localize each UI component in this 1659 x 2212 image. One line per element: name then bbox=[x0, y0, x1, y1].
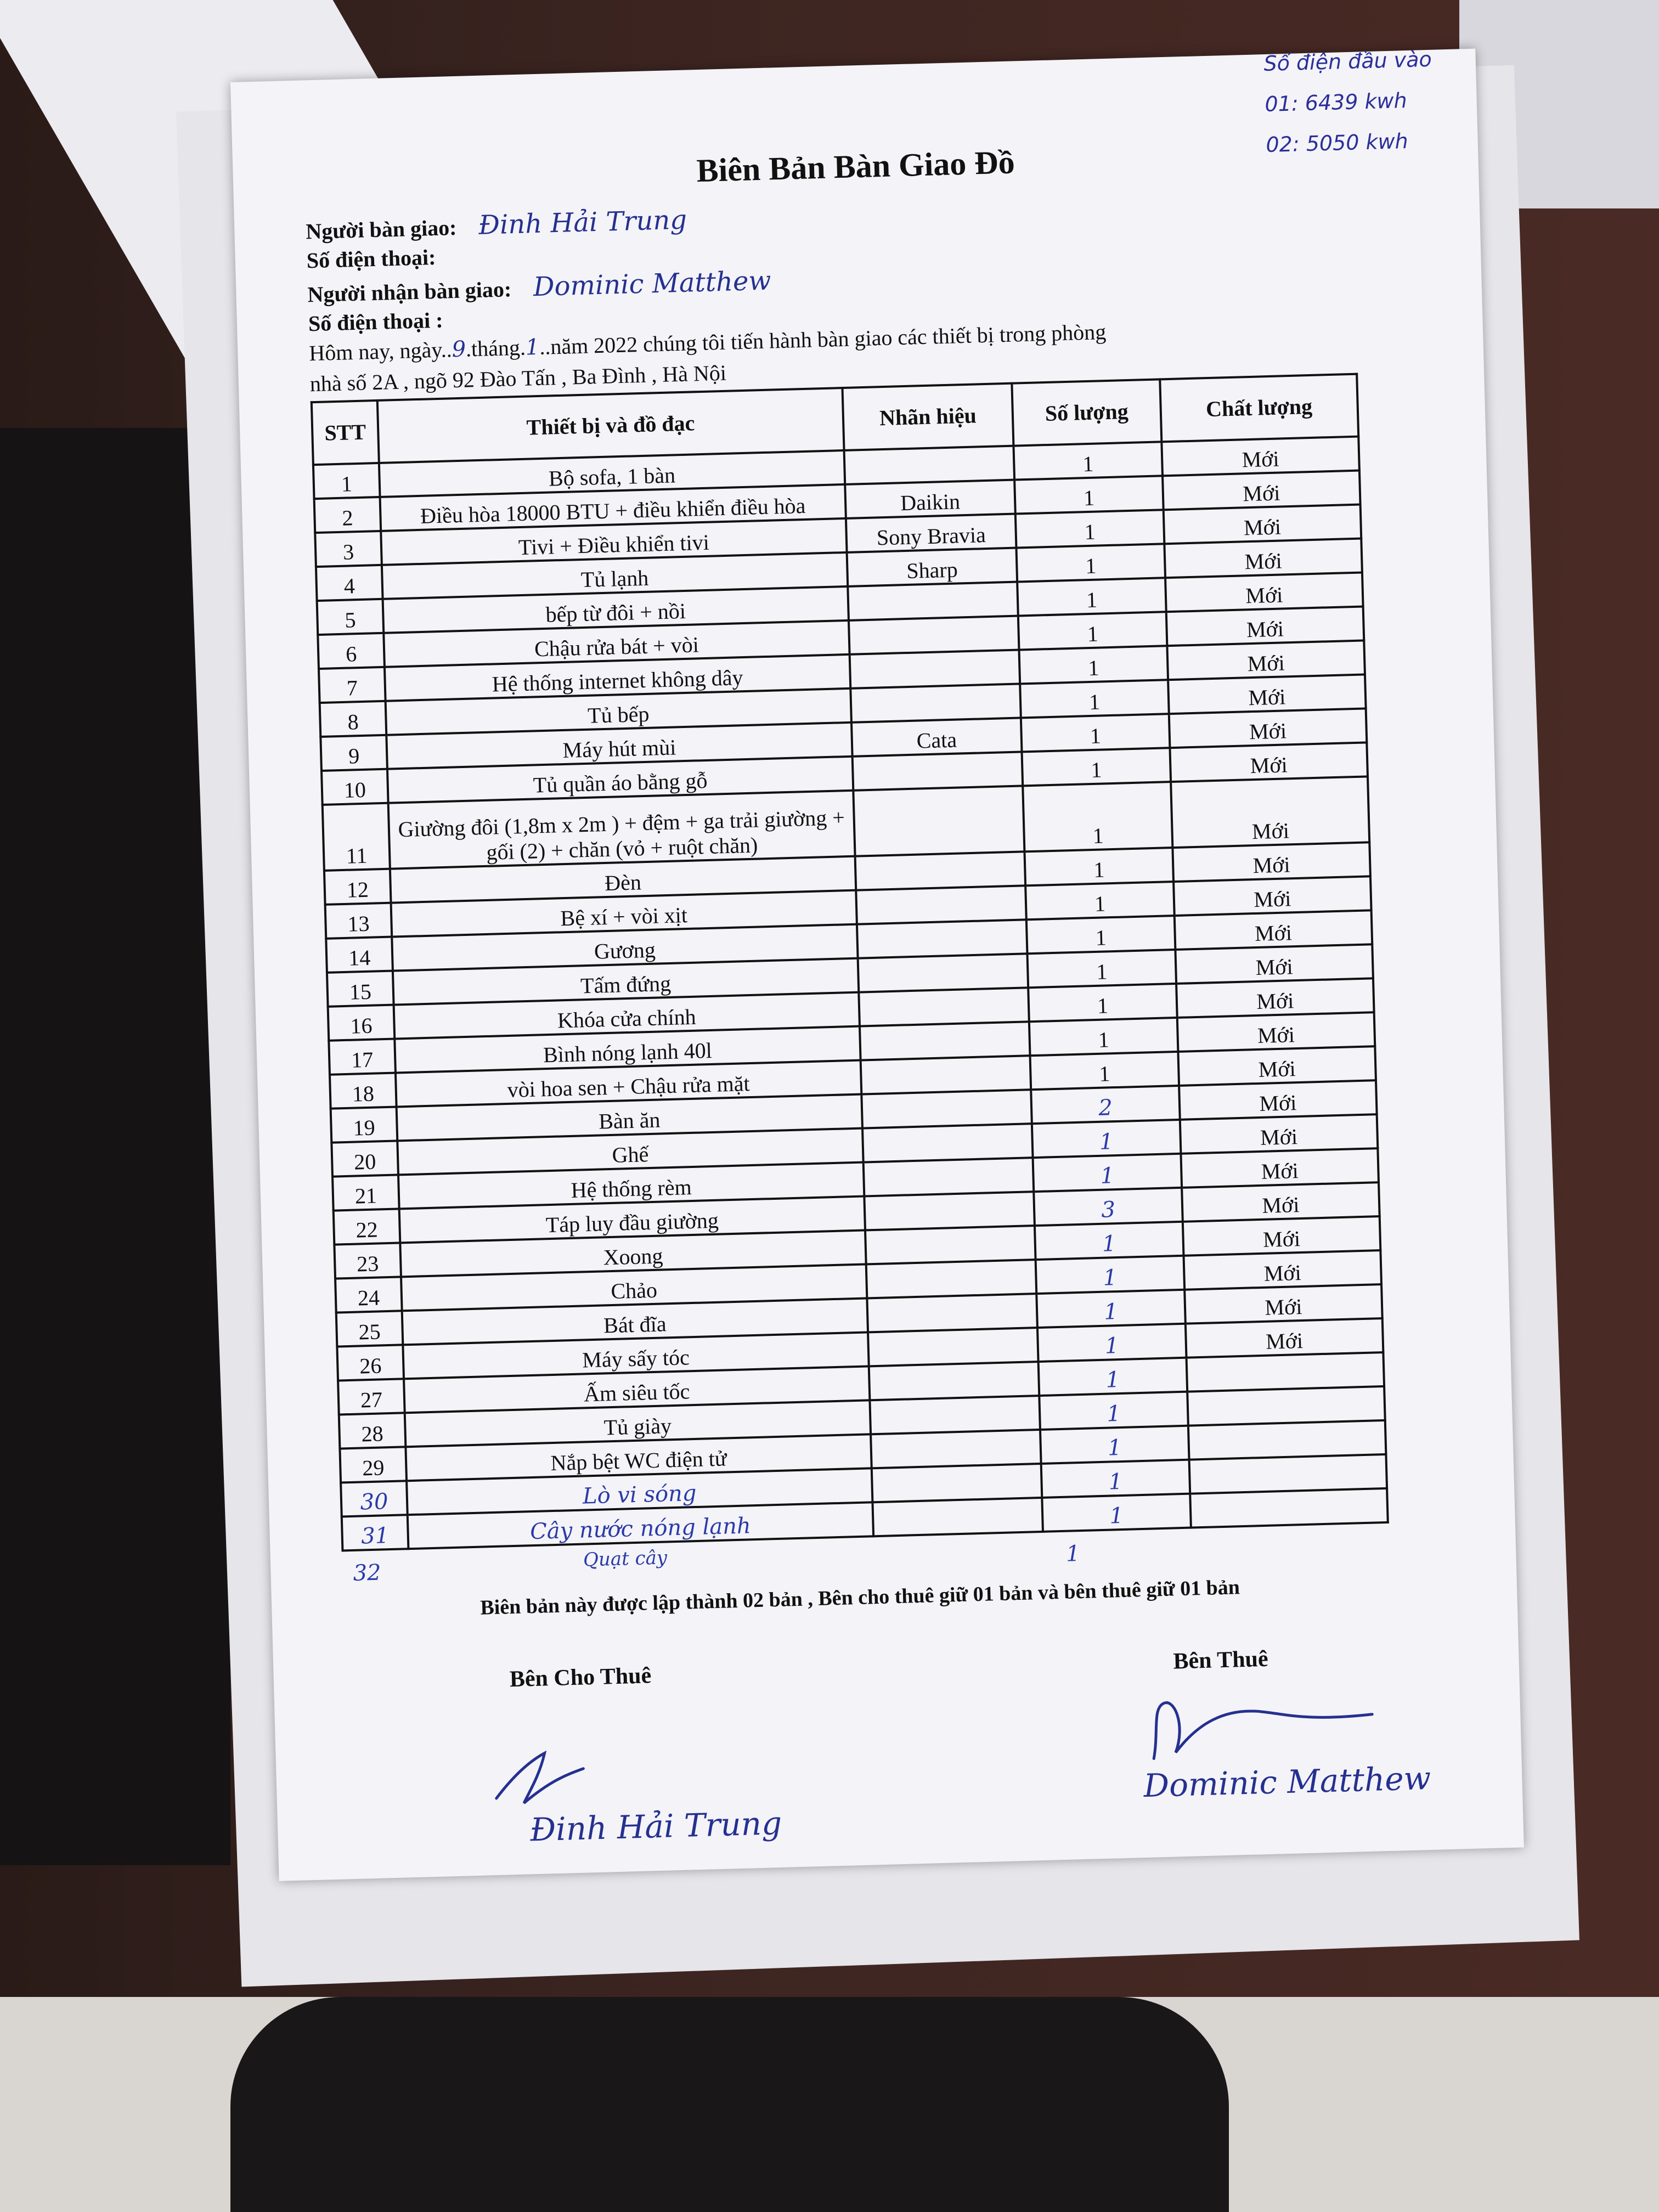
row-brand bbox=[844, 446, 1014, 484]
row-brand bbox=[855, 851, 1025, 890]
row-stt: 9 bbox=[320, 735, 387, 771]
row-brand: Sharp bbox=[847, 548, 1017, 586]
row-quality bbox=[1188, 1420, 1386, 1460]
row-brand bbox=[870, 1396, 1040, 1434]
row-quality: Mới bbox=[1179, 1080, 1377, 1120]
lessee-label: Bên Thuê bbox=[1172, 1646, 1269, 1674]
handover-person-line bbox=[306, 205, 687, 246]
row-brand bbox=[853, 786, 1025, 856]
row-brand bbox=[848, 582, 1018, 620]
row-quantity: 1 bbox=[1028, 950, 1176, 988]
row-brand bbox=[859, 988, 1029, 1026]
intro-line-1: Hôm nay, ngày..9.tháng.1..năm 2022 chúng tôi tiến hành bàn giao các thiết bị trong phòng bbox=[308, 319, 1107, 366]
receiver-line bbox=[307, 265, 771, 308]
row-quality: Mới bbox=[1163, 471, 1361, 510]
row-quantity: 1 bbox=[1017, 544, 1165, 582]
row-quantity: 3 bbox=[1034, 1188, 1182, 1226]
row-item: Nắp bệt WC điện tử bbox=[405, 1434, 871, 1481]
row-item: Bát đĩa bbox=[402, 1298, 868, 1345]
row-quality: Mới bbox=[1183, 1216, 1381, 1256]
extra-row-item: Quạt cây bbox=[583, 1547, 668, 1571]
row-stt: 25 bbox=[336, 1311, 403, 1346]
row-quantity: 1 bbox=[1030, 1052, 1179, 1090]
receiver-name: Dominic Matthew bbox=[533, 265, 772, 303]
row-stt: 31 bbox=[342, 1515, 409, 1550]
row-brand bbox=[865, 1226, 1036, 1264]
row-item: Lò vi sóng bbox=[407, 1468, 872, 1515]
row-brand bbox=[872, 1498, 1043, 1536]
row-quantity: 1 bbox=[1014, 476, 1163, 514]
header-brand: Nhãn hiệu bbox=[842, 383, 1013, 450]
row-quality: Mới bbox=[1163, 505, 1361, 544]
row-item: Táp luy đầu giường bbox=[399, 1196, 865, 1243]
row-brand bbox=[857, 953, 1028, 992]
row-quality bbox=[1189, 1454, 1387, 1494]
row-item: Ghế bbox=[397, 1128, 863, 1175]
row-quality: Mới bbox=[1173, 876, 1372, 916]
row-stt: 4 bbox=[316, 565, 383, 601]
row-stt: 10 bbox=[321, 769, 388, 805]
row-brand bbox=[861, 1090, 1032, 1128]
row-quantity: 1 bbox=[1033, 1154, 1182, 1192]
row-quality bbox=[1187, 1386, 1385, 1426]
lessor-signature-name: Đinh Hải Trung bbox=[529, 1804, 783, 1849]
row-stt: 14 bbox=[326, 937, 393, 973]
row-stt: 2 bbox=[314, 497, 381, 533]
row-quantity: 1 bbox=[1015, 510, 1164, 548]
row-quality: Mới bbox=[1170, 742, 1368, 782]
header-quality: Chất lượng bbox=[1160, 374, 1358, 442]
row-quality: Mới bbox=[1172, 842, 1370, 882]
row-item: Chậu rửa bát + vòi bbox=[383, 620, 849, 667]
row-quantity: 1 bbox=[1025, 882, 1174, 919]
row-brand bbox=[864, 1192, 1035, 1230]
row-stt: 3 bbox=[315, 531, 382, 567]
row-brand bbox=[860, 1056, 1031, 1094]
row-stt: 24 bbox=[335, 1277, 402, 1312]
row-brand bbox=[871, 1430, 1041, 1468]
row-stt: 8 bbox=[320, 701, 387, 737]
row-item: Tủ bếp bbox=[386, 689, 851, 735]
header-stt: STT bbox=[312, 400, 379, 465]
row-item: Máy hút mùi bbox=[386, 723, 852, 769]
handover-phone-line bbox=[306, 244, 436, 273]
row-quality: Mới bbox=[1167, 640, 1365, 680]
row-quantity: 1 bbox=[1037, 1324, 1186, 1362]
row-stt: 27 bbox=[338, 1379, 405, 1414]
row-stt: 17 bbox=[329, 1039, 396, 1075]
row-brand bbox=[852, 752, 1023, 790]
row-item: Điều hòa 18000 BTU + điều khiển điều hòa bbox=[380, 484, 845, 531]
extra-row-number: 32 bbox=[352, 1560, 382, 1586]
row-brand: Cata bbox=[851, 718, 1022, 756]
row-quality: Mới bbox=[1186, 1318, 1384, 1358]
row-quantity: 1 bbox=[1021, 714, 1170, 752]
row-brand: Sony Bravia bbox=[846, 514, 1017, 552]
intro-day: 9 bbox=[452, 336, 466, 363]
meter-reading-1: 01: 6439 kwh bbox=[1264, 88, 1408, 117]
row-item: Xoong bbox=[400, 1230, 866, 1277]
lessor-signature-mark bbox=[484, 1742, 760, 1809]
row-stt: 11 bbox=[323, 803, 390, 871]
row-stt: 16 bbox=[328, 1005, 395, 1041]
row-stt: 20 bbox=[331, 1141, 398, 1176]
row-stt: 22 bbox=[334, 1209, 400, 1244]
row-quantity: 1 bbox=[1029, 1018, 1178, 1056]
lessee-signature-mark bbox=[1141, 1686, 1395, 1764]
row-quality: Mới bbox=[1178, 1046, 1376, 1086]
row-quantity: 1 bbox=[1026, 916, 1175, 953]
legs-shadow bbox=[230, 1997, 1229, 2212]
row-brand bbox=[849, 616, 1019, 654]
row-quantity: 1 bbox=[1014, 442, 1163, 479]
row-stt: 23 bbox=[334, 1243, 401, 1278]
row-quality bbox=[1186, 1352, 1384, 1392]
row-brand bbox=[849, 650, 1020, 688]
row-quantity: 1 bbox=[1023, 782, 1172, 851]
row-stt: 21 bbox=[332, 1175, 399, 1210]
row-quantity: 1 bbox=[1018, 612, 1167, 650]
row-item: Bình nóng lạnh 40l bbox=[394, 1026, 860, 1073]
row-brand bbox=[860, 1022, 1030, 1060]
row-item: Bệ xí + vòi xịt bbox=[391, 890, 856, 937]
row-stt: 12 bbox=[324, 869, 391, 905]
row-quality: Mới bbox=[1181, 1148, 1379, 1188]
handover-document bbox=[230, 49, 1524, 1881]
row-brand bbox=[856, 885, 1026, 924]
receiver-phone-line bbox=[308, 307, 443, 337]
row-brand bbox=[867, 1294, 1037, 1332]
row-brand bbox=[850, 684, 1021, 722]
row-quality: Mới bbox=[1171, 776, 1369, 848]
row-stt: 19 bbox=[331, 1107, 398, 1142]
row-quantity: 1 bbox=[1039, 1358, 1187, 1396]
row-item: Máy sấy tóc bbox=[403, 1332, 868, 1379]
row-quality: Mới bbox=[1174, 910, 1372, 950]
extra-row-quantity: 1 bbox=[1065, 1541, 1081, 1567]
row-quantity: 1 bbox=[1032, 1120, 1181, 1158]
row-quantity: 1 bbox=[1035, 1222, 1183, 1260]
row-item: Bộ sofa, 1 bàn bbox=[379, 450, 845, 497]
row-stt: 28 bbox=[339, 1413, 406, 1448]
row-item: Tivi + Điều khiển tivi bbox=[381, 518, 847, 565]
lessor-label: Bên Cho Thuê bbox=[509, 1663, 652, 1692]
row-stt: 5 bbox=[317, 599, 384, 635]
row-stt: 29 bbox=[340, 1447, 407, 1482]
intro-line-2: nhà số 2A , ngõ 92 Đào Tấn , Ba Đình , Hà Nội bbox=[309, 360, 727, 397]
receiver-label: Người nhận bàn giao: bbox=[307, 276, 512, 307]
row-brand: Daikin bbox=[845, 480, 1015, 518]
meter-note-heading: Số điện đầu vào bbox=[1263, 47, 1432, 76]
row-quality: Mới bbox=[1161, 437, 1359, 476]
row-stt: 26 bbox=[337, 1345, 404, 1380]
row-quantity: 1 bbox=[1022, 748, 1171, 786]
intro-month: 1 bbox=[525, 334, 540, 360]
row-stt: 1 bbox=[313, 463, 380, 499]
row-quantity: 1 bbox=[1036, 1256, 1184, 1294]
row-item: Hệ thống internet không dây bbox=[385, 654, 850, 701]
header-item: Thiết bị và đồ đạc bbox=[377, 388, 844, 463]
row-quantity: 1 bbox=[1028, 984, 1177, 1022]
handover-person-label: Người bàn giao: bbox=[305, 215, 457, 244]
document-title: Biên Bản Bàn Giao Đồ bbox=[696, 144, 1015, 189]
meter-reading-2: 02: 5050 kwh bbox=[1265, 128, 1409, 157]
lessor-signature bbox=[484, 1741, 782, 1850]
row-brand bbox=[868, 1328, 1039, 1366]
row-quality bbox=[1190, 1488, 1388, 1528]
row-item: Tủ lạnh bbox=[382, 552, 848, 599]
lessee-signature bbox=[1141, 1685, 1431, 1804]
copies-note: Biên bản này được lập thành 02 bản , Bên cho thuê giữ 01 bản và bên thuê giữ 01 bản bbox=[479, 1576, 1240, 1620]
row-quantity: 1 bbox=[1042, 1494, 1191, 1532]
row-quality: Mới bbox=[1168, 674, 1366, 714]
row-quality: Mới bbox=[1169, 708, 1367, 748]
row-item: Cây nước nóng lạnh bbox=[408, 1502, 873, 1549]
row-item: Bàn ăn bbox=[397, 1094, 862, 1141]
row-quantity: 1 bbox=[1040, 1426, 1189, 1464]
row-item: Gương bbox=[392, 924, 857, 971]
row-brand bbox=[866, 1260, 1036, 1298]
row-quantity: 1 bbox=[1019, 646, 1168, 684]
row-quality: Mới bbox=[1164, 539, 1362, 578]
row-quality: Mới bbox=[1166, 607, 1364, 646]
row-quantity: 1 bbox=[1041, 1460, 1190, 1498]
row-quantity: 1 bbox=[1020, 680, 1169, 718]
row-brand bbox=[857, 919, 1028, 958]
row-item: vòi hoa sen + Chậu rửa mặt bbox=[396, 1060, 861, 1107]
row-brand bbox=[862, 1124, 1033, 1162]
row-quantity: 1 bbox=[1039, 1392, 1188, 1430]
row-quality: Mới bbox=[1176, 978, 1374, 1018]
row-stt: 15 bbox=[327, 971, 394, 1007]
lessee-signature-name: Dominic Matthew bbox=[1143, 1759, 1432, 1805]
row-quality: Mới bbox=[1175, 944, 1373, 984]
row-quantity: 1 bbox=[1036, 1290, 1185, 1328]
row-item: Giường đôi (1,8m x 2m ) + đệm + ga trải giường + gối (2) + chăn (vỏ + ruột chăn) bbox=[388, 791, 855, 869]
header-quantity: Số lượng bbox=[1012, 379, 1162, 445]
row-item: Tủ giày bbox=[405, 1400, 871, 1447]
row-quality: Mới bbox=[1165, 573, 1363, 612]
row-stt: 13 bbox=[325, 903, 392, 939]
row-item: Ấm siêu tốc bbox=[404, 1366, 870, 1413]
row-item: Tấm đứng bbox=[393, 958, 859, 1005]
receiver-phone-label: Số điện thoại : bbox=[308, 307, 444, 336]
row-item: bếp từ đôi + nồi bbox=[382, 586, 848, 633]
equipment-table bbox=[311, 373, 1389, 1552]
row-stt: 30 bbox=[341, 1481, 408, 1516]
row-stt: 6 bbox=[318, 633, 385, 669]
row-quantity: 1 bbox=[1025, 848, 1173, 885]
row-stt: 7 bbox=[319, 667, 386, 703]
row-item: Khóa cửa chính bbox=[394, 992, 860, 1039]
row-quality: Mới bbox=[1177, 1012, 1375, 1052]
row-item: Chảo bbox=[401, 1264, 867, 1311]
handover-person-name: Đinh Hải Trung bbox=[478, 204, 687, 241]
row-brand bbox=[863, 1158, 1034, 1196]
row-brand bbox=[872, 1464, 1042, 1502]
row-item: Đèn bbox=[390, 856, 856, 903]
row-quality: Mới bbox=[1182, 1182, 1380, 1222]
row-quality: Mới bbox=[1183, 1250, 1381, 1290]
row-quantity: 1 bbox=[1017, 578, 1166, 616]
handover-phone-label: Số điện thoại: bbox=[306, 244, 436, 273]
row-quality: Mới bbox=[1184, 1284, 1383, 1324]
row-brand bbox=[868, 1362, 1039, 1400]
row-quantity: 2 bbox=[1031, 1086, 1180, 1124]
row-item: Tủ quần áo bằng gỗ bbox=[387, 757, 853, 803]
row-item: Hệ thống rèm bbox=[398, 1163, 864, 1209]
row-stt: 18 bbox=[330, 1073, 397, 1109]
row-quality: Mới bbox=[1180, 1114, 1378, 1154]
